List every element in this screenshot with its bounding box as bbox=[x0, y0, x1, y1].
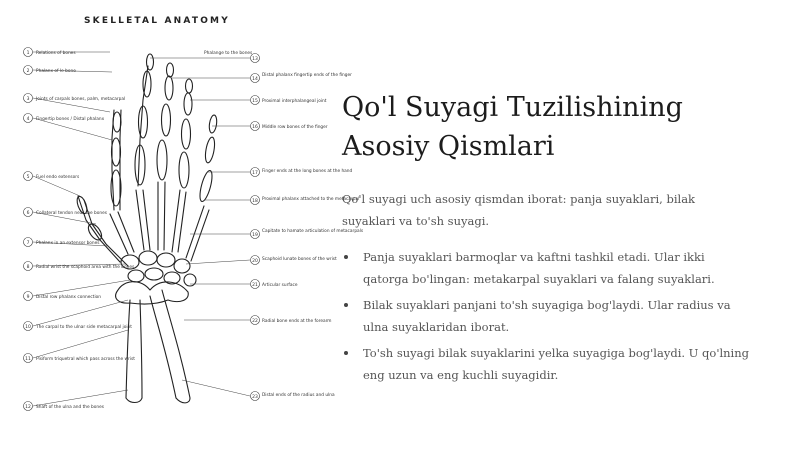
callout-label: Distal ends of the radius and ulna bbox=[262, 393, 335, 398]
callout-number: 2 bbox=[26, 69, 30, 74]
callout-number: 13 bbox=[252, 57, 258, 62]
callout-label: Capitate to hamate articulation of metacarpals bbox=[262, 229, 364, 234]
callout-label: Collateral tendon near the bones bbox=[36, 211, 107, 216]
callout-number: 15 bbox=[252, 99, 258, 104]
callout-label: Radial bone ends at the forearm bbox=[262, 319, 332, 324]
bullet-text: To'sh suyagi bilak suyaklarini yelka suyagiga bog'laydi. U qo'lning eng uzun va eng kuchli suyagidir. bbox=[363, 346, 750, 382]
callout-label: Proximal interphalangeal joint bbox=[262, 99, 327, 104]
callout-label: Proximal phalanx attached to the metacarpal bbox=[262, 197, 360, 202]
callout-label: Pisiform triquetral which pass across the wrist bbox=[36, 357, 135, 362]
callout-label: Articular surface bbox=[262, 283, 298, 288]
callout-label: Scaphoid lunate bones of the wrist bbox=[262, 257, 337, 262]
right-callouts bbox=[204, 50, 364, 400]
slide-title-line-2: Asosiy Qismlari bbox=[342, 131, 555, 162]
callout-label: Shaft of the ulna and the bones bbox=[36, 405, 104, 410]
callout-number: 22 bbox=[252, 319, 258, 324]
callout-number: 14 bbox=[252, 77, 258, 82]
callout-number: 3 bbox=[26, 97, 30, 102]
callout-number: 17 bbox=[252, 171, 258, 176]
callout-number: 1 bbox=[26, 51, 30, 56]
callout-number: 7 bbox=[26, 241, 30, 246]
callout-number: 18 bbox=[252, 199, 258, 204]
callout-label: Phalange to the bones bbox=[204, 51, 253, 56]
callout-number: 8 bbox=[26, 265, 30, 270]
callout-number: 21 bbox=[252, 283, 258, 288]
hand-skeleton-illustration bbox=[0, 0, 364, 450]
bullet-list bbox=[342, 246, 752, 386]
bullet-text: Bilak suyaklari panjani to'sh suyagiga bog'laydi. Ular radius va ulna suyaklaridan iborat. bbox=[363, 298, 731, 334]
callout-label: Middle row bones of the finger bbox=[262, 125, 328, 130]
intro-paragraph: Qo'l suyagi uch asosiy qismdan iborat: panja suyaklari, bilak suyaklari va to'sh suyagi. bbox=[342, 192, 696, 228]
callout-label: Radial wrist the scaphoid area with the bones bbox=[36, 265, 135, 270]
callout-number: 16 bbox=[252, 125, 258, 130]
slide-title-line-1: Qo'l Suyagi Tuzilishining bbox=[342, 92, 683, 123]
bullet-dot-icon bbox=[344, 255, 348, 259]
callout-number: 4 bbox=[26, 117, 30, 122]
callout-label: Phalanx of le bone bbox=[36, 69, 76, 74]
callout-number: 10 bbox=[25, 325, 31, 330]
callout-label: Joints of carpals bones, palm, metacarpal bbox=[36, 97, 126, 102]
slide-content bbox=[342, 88, 752, 390]
bullet-item bbox=[342, 342, 752, 386]
hand-skeleton-figure bbox=[0, 0, 364, 450]
slide-title bbox=[342, 88, 752, 166]
callout-number: 11 bbox=[25, 357, 31, 362]
bullet-dot-icon bbox=[344, 351, 348, 355]
callout-number: 19 bbox=[252, 233, 258, 238]
callout-number: 23 bbox=[252, 395, 258, 400]
figure-title: SKELLETAL ANATOMY bbox=[84, 16, 230, 26]
callout-label: The carpal to the ulnar side metacarpal joint bbox=[36, 325, 132, 330]
bullet-text: Panja suyaklari barmoqlar va kaftni tashkil etadi. Ular ikki qatorga bo'lingan: metakarpal suyaklari va falang suyaklari. bbox=[363, 250, 715, 286]
callout-number: 20 bbox=[252, 259, 258, 264]
callout-number: 5 bbox=[26, 175, 30, 180]
callout-number: 12 bbox=[25, 405, 31, 410]
callout-number: 9 bbox=[26, 295, 30, 300]
callout-label: Phalanx in an extensor bones bbox=[36, 241, 100, 246]
callout-label: Finger ends at the long bones at the hand bbox=[262, 169, 353, 174]
callout-label: Distal phalanx fingertip ends of the finger bbox=[262, 73, 352, 78]
left-callouts bbox=[25, 50, 135, 410]
bullet-dot-icon bbox=[344, 303, 348, 307]
callout-number: 6 bbox=[26, 211, 30, 216]
callout-label: Distal row phalanx connection bbox=[36, 295, 102, 300]
bullet-item bbox=[342, 246, 752, 290]
callout-label: Relations of bones bbox=[36, 51, 76, 56]
callout-label: Fingertip bones / Distal phalanx bbox=[36, 117, 105, 122]
bullet-item bbox=[342, 294, 752, 338]
callout-label: Fuel endo extensors bbox=[36, 175, 80, 180]
